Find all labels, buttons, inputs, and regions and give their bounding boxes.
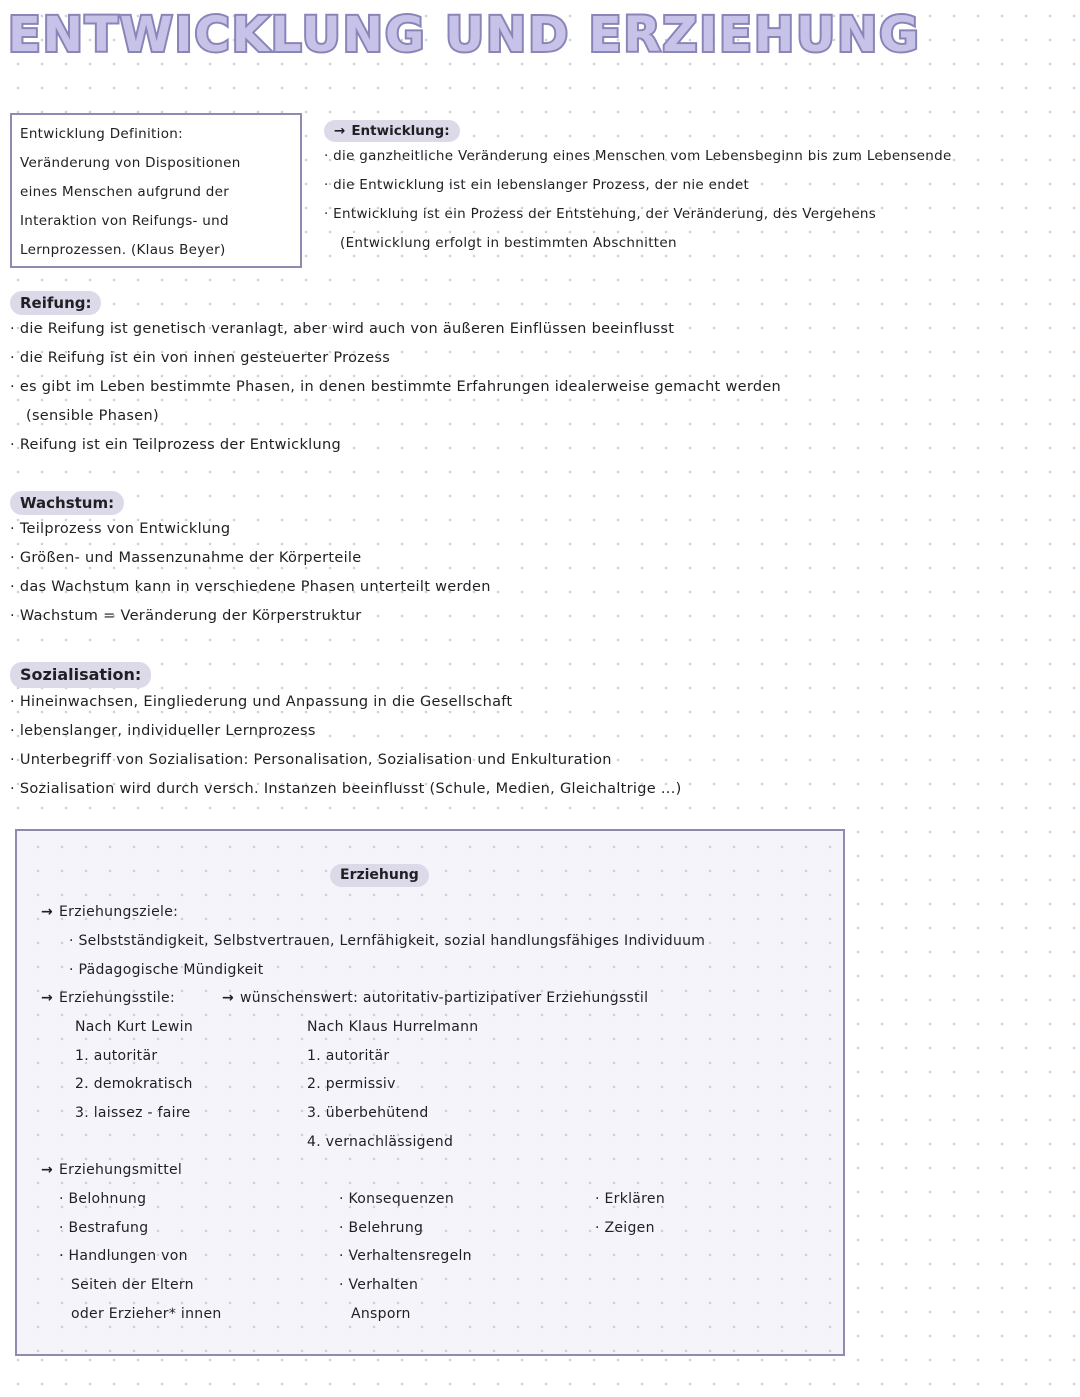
sozialisation-line: · lebenslanger, individueller Lernprozess	[10, 723, 316, 739]
erziehungsmittel-heading	[41, 1156, 182, 1185]
erziehungsziel-item: · Pädagogische Mündigkeit	[69, 961, 264, 978]
erziehungsstile-wunsch-label: wünschenswert: autoritativ-partizipativer Erziehungsstil	[240, 990, 649, 1006]
sozialisation-line: · Unterbegriff von Sozialisation: Personalisation, Sozialisation und Enkulturation	[10, 752, 612, 768]
erziehungsmittel-item: Ansporn	[351, 1305, 411, 1322]
erziehungsmittel-item: · Zeigen	[595, 1219, 655, 1236]
hurrelmann-item: 3. überbehütend	[307, 1105, 429, 1122]
erziehungsziele-heading	[41, 898, 178, 927]
arrow-right-icon: →	[41, 904, 54, 920]
sozialisation-line: · Sozialisation wird durch versch. Instanzen beeinflusst (Schule, Medien, Gleichaltrige ...)	[10, 781, 682, 797]
erziehungsmittel-item: · Verhalten	[339, 1277, 419, 1294]
erziehungsmittel-item: · Belohnung	[59, 1191, 147, 1207]
erziehungsmittel-col3	[595, 1185, 665, 1242]
entwicklung-line: · die ganzheitliche Veränderung eines Menschen vom Lebensbeginn bis zum Lebensende	[324, 148, 952, 164]
erziehungsstile-wunsch	[222, 984, 648, 1013]
reifung-section	[10, 291, 781, 460]
page-title: ENTWICKLUNG UND ERZIEHUNG	[8, 7, 921, 63]
entwicklung-line: · die Entwicklung ist ein lebenslanger Prozess, der nie endet	[324, 177, 750, 193]
reifung-line: · die Reifung ist ein von innen gesteuerter Prozess	[10, 350, 391, 366]
erziehungsmittel-label: Erziehungsmittel	[59, 1162, 183, 1178]
erziehungsmittel-item: · Bestrafung	[59, 1219, 149, 1236]
erziehungsmittel-item: oder Erzieher* innen	[71, 1305, 222, 1322]
erziehungsmittel-item: Seiten der Eltern	[71, 1277, 194, 1294]
reifung-line: (sensible Phasen)	[26, 408, 159, 424]
lewin-item: 3. laissez - faire	[75, 1105, 191, 1122]
wachstum-line: · Größen- und Massenzunahme der Körperteile	[10, 550, 362, 566]
erziehung-heading: Erziehung	[330, 864, 429, 887]
erziehungsstile-heading	[41, 984, 175, 1013]
erziehungsmittel-item: · Erklären	[595, 1191, 666, 1207]
erziehungsstile-label: Erziehungsstile:	[59, 990, 175, 1006]
erziehungsmittel-item: · Belehrung	[339, 1219, 424, 1236]
wachstum-heading: Wachstum:	[10, 491, 124, 515]
definition-box	[10, 113, 302, 268]
definition-line: Entwicklung Definition:	[20, 126, 183, 142]
erziehungsmittel-col2	[339, 1185, 472, 1329]
lewin-list	[75, 1013, 193, 1128]
entwicklung-line: (Entwicklung erfolgt in bestimmten Abschnitten	[340, 235, 677, 251]
reifung-line: · Reifung ist ein Teilprozess der Entwicklung	[10, 437, 341, 453]
erziehungsmittel-item: · Verhaltensregeln	[339, 1248, 472, 1265]
arrow-right-icon: →	[41, 1162, 54, 1178]
lewin-item: 2. demokratisch	[75, 1076, 193, 1093]
wachstum-section	[10, 491, 491, 631]
erziehungsmittel-col1	[59, 1185, 222, 1329]
wachstum-line: · das Wachstum kann in verschiedene Phasen unterteilt werden	[10, 579, 491, 595]
arrow-right-icon: →	[222, 990, 235, 1006]
arrow-right-icon: →	[41, 990, 54, 1006]
sozialisation-heading: Sozialisation:	[10, 662, 151, 688]
arrow-right-icon: →	[334, 123, 346, 139]
hurrelmann-item: 1. autoritär	[307, 1047, 390, 1064]
erziehungsmittel-item: · Konsequenzen	[339, 1191, 455, 1207]
erziehungsmittel-item: · Handlungen von	[59, 1248, 188, 1265]
sozialisation-line: · Hineinwachsen, Eingliederung und Anpassung in die Gesellschaft	[10, 694, 513, 710]
erziehungsziele-list	[69, 927, 705, 984]
entwicklung-heading	[324, 120, 460, 142]
reifung-heading: Reifung:	[10, 291, 101, 315]
hurrelmann-heading: Nach Klaus Hurrelmann	[307, 1019, 479, 1035]
lewin-item: 1. autoritär	[75, 1047, 158, 1064]
erziehung-box	[15, 829, 845, 1356]
definition-line: Lernprozessen. (Klaus Beyer)	[20, 242, 226, 258]
definition-line: Interaktion von Reifungs- und	[20, 213, 229, 229]
reifung-line: · es gibt im Leben bestimmte Phasen, in denen bestimmte Erfahrungen idealerweise gemacht werden	[10, 379, 782, 395]
definition-line: eines Menschen aufgrund der	[20, 184, 230, 200]
reifung-line: · die Reifung ist genetisch veranlagt, aber wird auch von äußeren Einflüssen beeinflusst	[10, 321, 675, 337]
hurrelmann-list	[307, 1013, 478, 1157]
entwicklung-heading-label: Entwicklung:	[351, 123, 450, 139]
erziehungsziele-label: Erziehungsziele:	[59, 904, 179, 920]
definition-line: Veränderung von Dispositionen	[20, 155, 241, 171]
wachstum-line: · Wachstum = Veränderung der Körperstruktur	[10, 608, 362, 624]
hurrelmann-item: 2. permissiv	[307, 1076, 396, 1093]
entwicklung-section	[324, 120, 952, 258]
wachstum-line: · Teilprozess von Entwicklung	[10, 521, 231, 537]
lewin-heading: Nach Kurt Lewin	[75, 1019, 194, 1035]
sozialisation-section	[10, 662, 682, 804]
entwicklung-line: · Entwicklung ist ein Prozess der Entstehung, der Veränderung, des Vergehens	[324, 206, 877, 222]
erziehungsziel-item: · Selbstständigkeit, Selbstvertrauen, Lernfähigkeit, sozial handlungsfähiges Individuum	[69, 933, 706, 949]
hurrelmann-item: 4. vernachlässigend	[307, 1133, 454, 1150]
